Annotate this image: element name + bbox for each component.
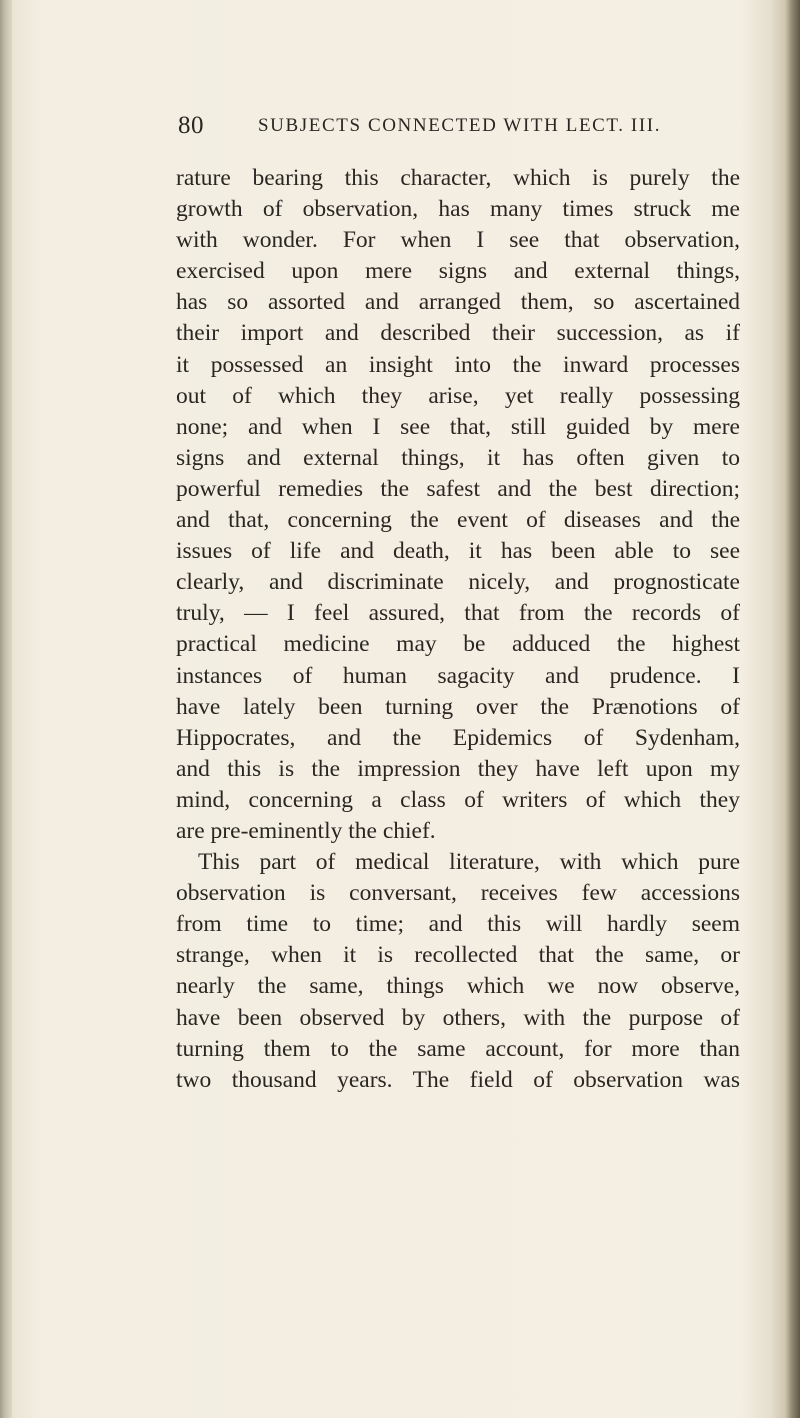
text-line: none; and when I see that, still guided by mere (176, 413, 740, 440)
text-line: turning them to the same account, for more than (176, 1035, 740, 1062)
text-line: nearly the same, things which we now observe, (176, 973, 740, 1000)
text-line: and that, concerning the event of diseases and the (176, 507, 740, 534)
page-gutter-shadow (0, 0, 12, 1418)
text-line: strange, when it is recollected that the same, or (176, 942, 740, 969)
text-line: with wonder. For when I see that observation, (176, 227, 740, 254)
text-line: two thousand years. The field of observation was (176, 1066, 740, 1093)
text-line: issues of life and death, it has been able to see (176, 538, 740, 565)
text-line: out of which they arise, yet really possessing (176, 382, 740, 409)
text-line: powerful remedies the safest and the best direction; (176, 475, 740, 502)
text-line: it possessed an insight into the inward processes (176, 351, 740, 378)
text-line: has so assorted and arranged them, so ascertained (176, 289, 740, 316)
text-line: Hippocrates, and the Epidemics of Sydenham, (176, 724, 740, 751)
text-line: from time to time; and this will hardly seem (176, 911, 740, 938)
page-header (0, 112, 800, 142)
text-line: clearly, and discriminate nicely, and prognosticate (176, 569, 740, 596)
paragraph-end-line: are pre-eminently the chief. (176, 817, 436, 844)
text-line: truly, — I feel assured, that from the records of (176, 600, 740, 627)
text-line: signs and external things, it has often given to (176, 444, 740, 471)
text-line: have been observed by others, with the purpose of (176, 1004, 740, 1031)
text-line: practical medicine may be adduced the highest (176, 631, 740, 658)
text-line: exercised upon mere signs and external things, (176, 258, 740, 285)
body-text (176, 163, 740, 1096)
text-line: instances of human sagacity and prudence. I (176, 662, 740, 689)
text-line: have lately been turning over the Prænotions of (176, 693, 740, 720)
page-number: 80 (178, 112, 204, 139)
text-line: growth of observation, has many times struck me (176, 196, 740, 223)
text-line: their import and described their succession, as if (176, 320, 740, 347)
text-line: and this is the impression they have left upon my (176, 755, 740, 782)
text-line: mind, concerning a class of writers of which they (176, 786, 740, 813)
paragraph-start-line: This part of medical literature, with which pure (198, 849, 740, 876)
page-edge-shadow (786, 0, 800, 1418)
text-line: observation is conversant, receives few accessions (176, 880, 740, 907)
text-line: rature bearing this character, which is purely the (176, 165, 740, 191)
running-head: SUBJECTS CONNECTED WITH LECT. III. (258, 115, 662, 136)
